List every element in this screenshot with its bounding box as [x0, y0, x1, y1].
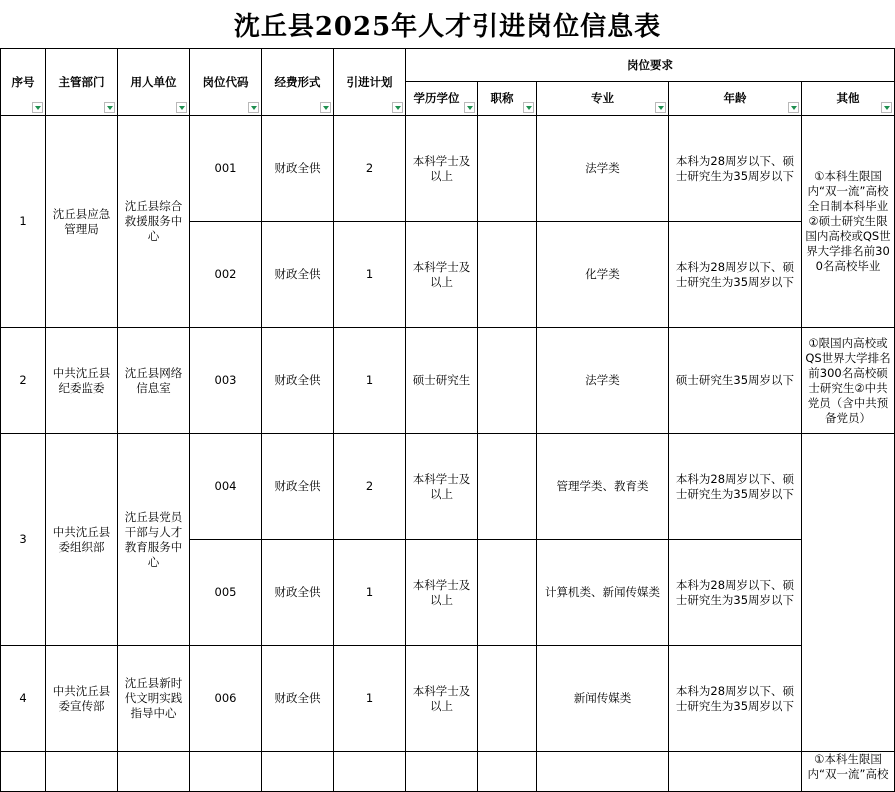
major-cell: 化学类 [537, 222, 669, 328]
header-department: 主管部门 [46, 49, 118, 116]
plan-cell: 2 [334, 116, 406, 222]
major-cell: 法学类 [537, 328, 669, 434]
funding-cell [262, 752, 334, 792]
code-cell: 006 [190, 646, 262, 752]
filter-dropdown-icon[interactable] [104, 102, 115, 113]
funding-cell: 财政全供 [262, 646, 334, 752]
filter-dropdown-icon[interactable] [176, 102, 187, 113]
filter-dropdown-icon[interactable] [655, 102, 666, 113]
code-cell [190, 752, 262, 792]
header-requirements: 岗位要求 [406, 49, 895, 82]
filter-dropdown-icon[interactable] [523, 102, 534, 113]
title-rank-cell [478, 116, 537, 222]
filter-dropdown-icon[interactable] [881, 102, 892, 113]
other-cell: ①限国内高校或QS世界大学排名前300名高校硕士研究生②中共党员（含中共预备党员） [802, 328, 895, 434]
code-cell: 004 [190, 434, 262, 540]
job-info-table [0, 48, 895, 792]
age-cell: 本科为28周岁以下、硕士研究生为35周岁以下 [669, 116, 802, 222]
table-row [1, 328, 895, 434]
other-cell: ①本科生限国内“双一流”高校 [802, 752, 895, 792]
filter-dropdown-icon[interactable] [788, 102, 799, 113]
seq-cell: 1 [1, 116, 46, 328]
filter-dropdown-icon[interactable] [392, 102, 403, 113]
major-cell: 管理学类、教育类 [537, 434, 669, 540]
age-cell: 本科为28周岁以下、硕士研究生为35周岁以下 [669, 646, 802, 752]
title-rank-cell [478, 752, 537, 792]
plan-cell: 2 [334, 434, 406, 540]
header-major: 专业 [537, 82, 669, 116]
header-funding: 经费形式 [262, 49, 334, 116]
age-cell: 本科为28周岁以下、硕士研究生为35周岁以下 [669, 222, 802, 328]
seq-cell: 3 [1, 434, 46, 646]
major-cell: 计算机类、新闻传媒类 [537, 540, 669, 646]
table-row [1, 116, 895, 222]
funding-cell: 财政全供 [262, 116, 334, 222]
plan-cell [334, 752, 406, 792]
employer-cell: 沈丘县网络信息室 [118, 328, 190, 434]
header-title-rank: 职称 [478, 82, 537, 116]
table-row [1, 646, 895, 752]
seq-cell: 2 [1, 328, 46, 434]
filter-dropdown-icon[interactable] [320, 102, 331, 113]
funding-cell: 财政全供 [262, 328, 334, 434]
header-code: 岗位代码 [190, 49, 262, 116]
header-age: 年龄 [669, 82, 802, 116]
education-cell: 本科学士及以上 [406, 434, 478, 540]
code-cell: 005 [190, 540, 262, 646]
filter-dropdown-icon[interactable] [248, 102, 259, 113]
header-employer: 用人单位 [118, 49, 190, 116]
plan-cell: 1 [334, 540, 406, 646]
title-rank-cell [478, 434, 537, 540]
department-cell [46, 752, 118, 792]
title-rank-cell [478, 328, 537, 434]
filter-dropdown-icon[interactable] [464, 102, 475, 113]
seq-cell [1, 752, 46, 792]
department-cell: 中共沈丘县委组织部 [46, 434, 118, 646]
header-seq: 序号 [1, 49, 46, 116]
education-cell [406, 752, 478, 792]
age-cell: 本科为28周岁以下、硕士研究生为35周岁以下 [669, 434, 802, 540]
education-cell: 本科学士及以上 [406, 646, 478, 752]
major-cell [537, 752, 669, 792]
funding-cell: 财政全供 [262, 222, 334, 328]
header-other: 其他 [802, 82, 895, 116]
seq-cell: 4 [1, 646, 46, 752]
employer-cell: 沈丘县新时代文明实践指导中心 [118, 646, 190, 752]
table-row [1, 434, 895, 540]
plan-cell: 1 [334, 646, 406, 752]
education-cell: 硕士研究生 [406, 328, 478, 434]
age-cell: 硕士研究生35周岁以下 [669, 328, 802, 434]
education-cell: 本科学士及以上 [406, 116, 478, 222]
title-rank-cell [478, 540, 537, 646]
employer-cell [118, 752, 190, 792]
header-plan: 引进计划 [334, 49, 406, 116]
page-title: 沈丘县2025年人才引进岗位信息表 [233, 11, 662, 42]
funding-cell: 财政全供 [262, 540, 334, 646]
department-cell: 中共沈丘县纪委监委 [46, 328, 118, 434]
major-cell: 法学类 [537, 116, 669, 222]
employer-cell: 沈丘县综合救援服务中心 [118, 116, 190, 328]
plan-cell: 1 [334, 222, 406, 328]
age-cell [669, 752, 802, 792]
title-rank-cell [478, 646, 537, 752]
employer-cell: 沈丘县党员干部与人才教育服务中心 [118, 434, 190, 646]
title-rank-cell [478, 222, 537, 328]
table-row [1, 752, 895, 792]
header-education: 学历学位 [406, 82, 478, 116]
education-cell: 本科学士及以上 [406, 222, 478, 328]
code-cell: 002 [190, 222, 262, 328]
code-cell: 003 [190, 328, 262, 434]
department-cell: 沈丘县应急管理局 [46, 116, 118, 328]
other-cell: ①本科生限国内“双一流”高校全日制本科毕业②硕士研究生限国内高校或QS世界大学排名前300名高校毕业 [802, 116, 895, 328]
code-cell: 001 [190, 116, 262, 222]
other-cell [802, 434, 895, 752]
education-cell: 本科学士及以上 [406, 540, 478, 646]
funding-cell: 财政全供 [262, 434, 334, 540]
major-cell: 新闻传媒类 [537, 646, 669, 752]
filter-dropdown-icon[interactable] [32, 102, 43, 113]
department-cell: 中共沈丘县委宣传部 [46, 646, 118, 752]
plan-cell: 1 [334, 328, 406, 434]
age-cell: 本科为28周岁以下、硕士研究生为35周岁以下 [669, 540, 802, 646]
